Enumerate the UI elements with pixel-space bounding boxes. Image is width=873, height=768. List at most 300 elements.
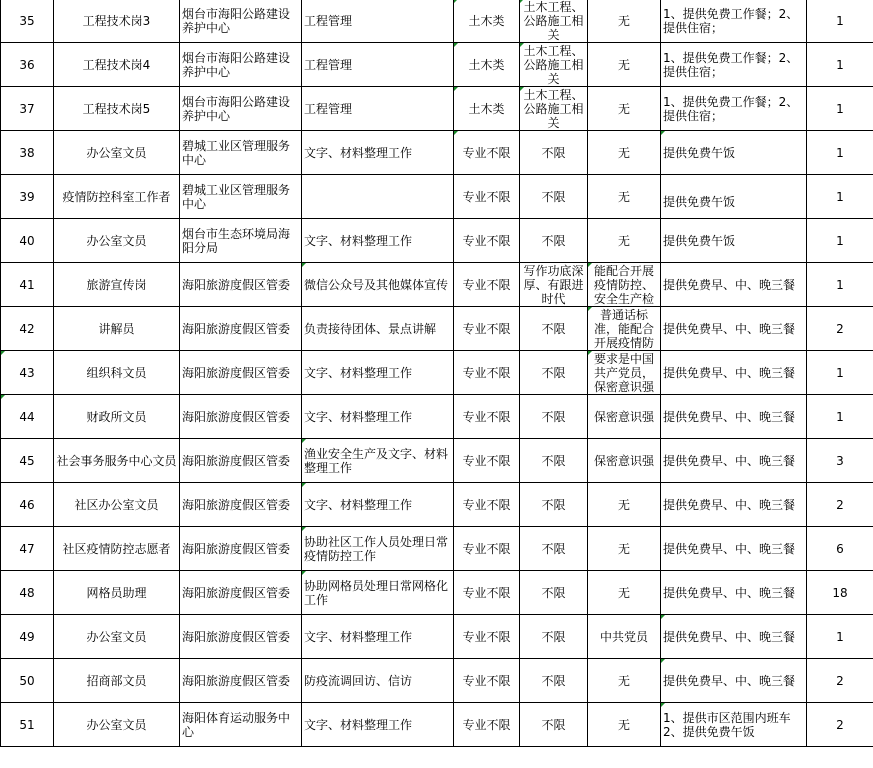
headcount-cell xyxy=(807,307,873,351)
major-requirement-cell xyxy=(454,263,520,307)
employer-unit-cell xyxy=(180,483,302,527)
row-number-cell xyxy=(1,395,54,439)
experience-requirement-cell xyxy=(520,43,588,87)
benefits-cell xyxy=(661,615,807,659)
employer-unit-cell-text: 烟台市海阳公路建设养护中心 xyxy=(182,6,291,35)
major-requirement-cell-text: 专业不限 xyxy=(462,629,511,644)
table-row xyxy=(1,43,873,87)
employer-unit-cell-text: 烟台市海阳公路建设养护中心 xyxy=(182,50,291,79)
other-requirement-cell xyxy=(588,131,661,175)
employer-unit-cell-text: 海阳旅游度假区管委 xyxy=(182,321,291,336)
row-number-cell xyxy=(1,351,54,395)
headcount-cell-text: 2 xyxy=(836,673,844,688)
position-name-cell xyxy=(54,87,180,131)
experience-requirement-cell-text: 不限 xyxy=(541,717,566,732)
employer-unit-cell-text: 烟台市生态环境局海阳分局 xyxy=(182,226,291,255)
row-number-cell-text: 36 xyxy=(19,57,35,72)
job-duty-cell-text: 负责接待团体、景点讲解 xyxy=(304,321,437,336)
row-number-cell xyxy=(1,439,54,483)
major-requirement-cell xyxy=(454,175,520,219)
job-duty-cell-text: 工程管理 xyxy=(304,13,353,28)
position-name-cell xyxy=(54,615,180,659)
major-requirement-cell-text: 专业不限 xyxy=(462,189,511,204)
job-duty-cell xyxy=(302,483,454,527)
employer-unit-cell xyxy=(180,219,302,263)
benefits-cell xyxy=(661,527,807,571)
benefits-cell xyxy=(661,87,807,131)
other-requirement-cell-text: 无 xyxy=(617,101,630,116)
employer-unit-cell-text: 海阳旅游度假区管委 xyxy=(182,365,291,380)
table-row xyxy=(1,439,873,483)
major-requirement-cell xyxy=(454,307,520,351)
benefits-cell xyxy=(661,263,807,307)
table-row xyxy=(1,659,873,703)
position-name-cell-text: 网格员助理 xyxy=(86,585,147,600)
job-duty-cell-text: 文字、材料整理工作 xyxy=(304,717,413,732)
headcount-cell xyxy=(807,483,873,527)
employer-unit-cell-text: 海阳旅游度假区管委 xyxy=(182,541,291,556)
table-row xyxy=(1,263,873,307)
row-number-cell xyxy=(1,307,54,351)
experience-requirement-cell-text: 写作功底深厚、有跟进时代 xyxy=(523,263,584,306)
benefits-cell-text: 1、提供免费工作餐；2、提供住宿； xyxy=(663,6,799,35)
row-number-cell-text: 46 xyxy=(19,497,35,512)
headcount-cell-text: 2 xyxy=(836,321,844,336)
major-requirement-cell-text: 专业不限 xyxy=(462,145,511,160)
job-duty-cell-text: 工程管理 xyxy=(304,101,353,116)
row-number-cell-text: 42 xyxy=(19,321,35,336)
experience-requirement-cell xyxy=(520,219,588,263)
other-requirement-cell xyxy=(588,219,661,263)
major-requirement-cell-text: 专业不限 xyxy=(462,409,511,424)
other-requirement-cell xyxy=(588,87,661,131)
job-duty-cell-text: 协助网格员处理日常网格化工作 xyxy=(304,578,449,607)
other-requirement-cell xyxy=(588,351,661,395)
row-number-cell xyxy=(1,703,54,747)
position-name-cell xyxy=(54,219,180,263)
experience-requirement-cell-text: 不限 xyxy=(541,629,566,644)
row-number-cell xyxy=(1,0,54,43)
job-duty-cell-text: 文字、材料整理工作 xyxy=(304,233,413,248)
benefits-cell xyxy=(661,395,807,439)
other-requirement-cell xyxy=(588,483,661,527)
major-requirement-cell xyxy=(454,483,520,527)
row-number-cell xyxy=(1,219,54,263)
other-requirement-cell-text: 无 xyxy=(617,57,630,72)
employer-unit-cell xyxy=(180,395,302,439)
other-requirement-cell xyxy=(588,307,661,351)
position-name-cell xyxy=(54,263,180,307)
employer-unit-cell-text: 碧城工业区管理服务中心 xyxy=(182,182,291,211)
benefits-cell-text: 提供免费早、中、晚三餐 xyxy=(663,497,796,512)
job-duty-cell xyxy=(302,615,454,659)
other-requirement-cell-text: 无 xyxy=(617,145,630,160)
major-requirement-cell-text: 土木类 xyxy=(468,101,505,116)
job-duty-cell-text: 协助社区工作人员处理日常疫情防控工作 xyxy=(304,534,449,563)
experience-requirement-cell-text: 不限 xyxy=(541,497,566,512)
experience-requirement-cell xyxy=(520,0,588,43)
experience-requirement-cell-text: 土木工程、公路施工相关 xyxy=(523,0,584,42)
major-requirement-cell xyxy=(454,395,520,439)
headcount-cell-text: 1 xyxy=(836,629,844,644)
job-duty-cell-text: 文字、材料整理工作 xyxy=(304,145,413,160)
row-number-cell xyxy=(1,571,54,615)
major-requirement-cell xyxy=(454,703,520,747)
job-duty-cell-text: 渔业安全生产及文字、材料整理工作 xyxy=(304,446,449,475)
row-number-cell-text: 44 xyxy=(19,409,35,424)
position-name-cell xyxy=(54,527,180,571)
employer-unit-cell-text: 海阳旅游度假区管委 xyxy=(182,277,291,292)
job-duty-cell xyxy=(302,219,454,263)
job-duty-cell xyxy=(302,87,454,131)
major-requirement-cell-text: 专业不限 xyxy=(462,233,511,248)
position-name-cell-text: 工程技术岗4 xyxy=(82,57,151,72)
experience-requirement-cell-text: 土木工程、公路施工相关 xyxy=(523,87,584,130)
headcount-cell-text: 1 xyxy=(836,13,844,28)
benefits-cell xyxy=(661,659,807,703)
other-requirement-cell-text: 无 xyxy=(617,541,630,556)
benefits-cell-text: 提供免费午饭 xyxy=(663,233,736,248)
major-requirement-cell-text: 专业不限 xyxy=(462,497,511,512)
position-name-cell-text: 讲解员 xyxy=(98,321,135,336)
benefits-cell-text: 提供免费午饭 xyxy=(663,194,736,209)
table-row xyxy=(1,571,873,615)
experience-requirement-cell-text: 不限 xyxy=(541,189,566,204)
employer-unit-cell xyxy=(180,0,302,43)
row-number-cell-text: 38 xyxy=(19,145,35,160)
major-requirement-cell xyxy=(454,0,520,43)
position-name-cell-text: 组织科文员 xyxy=(86,365,147,380)
employer-unit-cell-text: 海阳体育运动服务中心 xyxy=(182,710,291,739)
experience-requirement-cell xyxy=(520,703,588,747)
major-requirement-cell-text: 专业不限 xyxy=(462,717,511,732)
major-requirement-cell-text: 专业不限 xyxy=(462,673,511,688)
benefits-cell-text: 提供免费午饭 xyxy=(663,145,736,160)
benefits-cell xyxy=(661,175,807,219)
table-row xyxy=(1,527,873,571)
job-duty-cell xyxy=(302,263,454,307)
other-requirement-cell xyxy=(588,703,661,747)
benefits-cell-text: 提供免费早、中、晚三餐 xyxy=(663,453,796,468)
major-requirement-cell xyxy=(454,87,520,131)
benefits-cell-text: 提供免费早、中、晚三餐 xyxy=(663,277,796,292)
employer-unit-cell xyxy=(180,263,302,307)
table-row xyxy=(1,219,873,263)
position-name-cell-text: 办公室文员 xyxy=(86,233,147,248)
employer-unit-cell xyxy=(180,615,302,659)
headcount-cell-text: 6 xyxy=(836,541,844,556)
headcount-cell xyxy=(807,131,873,175)
row-number-cell-text: 45 xyxy=(19,453,35,468)
table-row xyxy=(1,307,873,351)
position-name-cell xyxy=(54,439,180,483)
position-name-cell xyxy=(54,703,180,747)
table-row xyxy=(1,351,873,395)
row-number-cell-text: 37 xyxy=(19,101,35,116)
position-name-cell xyxy=(54,131,180,175)
employer-unit-cell xyxy=(180,527,302,571)
row-number-cell-text: 50 xyxy=(19,673,35,688)
experience-requirement-cell-text: 不限 xyxy=(541,409,566,424)
position-name-cell-text: 工程技术岗3 xyxy=(82,13,151,28)
table-row xyxy=(1,703,873,747)
experience-requirement-cell xyxy=(520,131,588,175)
benefits-cell-text: 提供免费早、中、晚三餐 xyxy=(663,321,796,336)
headcount-cell-text: 1 xyxy=(836,409,844,424)
other-requirement-cell-text: 普通话标准，能配合开展疫情防 xyxy=(593,307,654,350)
job-duty-cell-text: 微信公众号及其他媒体宣传 xyxy=(304,277,449,292)
employer-unit-cell xyxy=(180,571,302,615)
employer-unit-cell-text: 海阳旅游度假区管委 xyxy=(182,673,291,688)
experience-requirement-cell-text: 不限 xyxy=(541,145,566,160)
major-requirement-cell xyxy=(454,571,520,615)
headcount-cell-text: 1 xyxy=(836,189,844,204)
position-name-cell-text: 工程技术岗5 xyxy=(82,101,151,116)
other-requirement-cell xyxy=(588,263,661,307)
row-number-cell-text: 43 xyxy=(19,365,35,380)
other-requirement-cell xyxy=(588,43,661,87)
benefits-cell xyxy=(661,131,807,175)
major-requirement-cell xyxy=(454,659,520,703)
benefits-cell xyxy=(661,703,807,747)
position-name-cell xyxy=(54,571,180,615)
position-name-cell xyxy=(54,659,180,703)
job-duty-cell-text: 文字、材料整理工作 xyxy=(304,365,413,380)
experience-requirement-cell-text: 不限 xyxy=(541,321,566,336)
other-requirement-cell-text: 无 xyxy=(617,13,630,28)
employer-unit-cell-text: 海阳旅游度假区管委 xyxy=(182,409,291,424)
employer-unit-cell xyxy=(180,43,302,87)
other-requirement-cell-text: 保密意识强 xyxy=(593,453,654,468)
major-requirement-cell-text: 专业不限 xyxy=(462,585,511,600)
employer-unit-cell-text: 海阳旅游度假区管委 xyxy=(182,453,291,468)
row-number-cell-text: 39 xyxy=(19,189,35,204)
employer-unit-cell xyxy=(180,175,302,219)
headcount-cell xyxy=(807,351,873,395)
job-duty-cell xyxy=(302,571,454,615)
row-number-cell xyxy=(1,527,54,571)
experience-requirement-cell xyxy=(520,175,588,219)
position-name-cell-text: 社会事务服务中心文员 xyxy=(56,453,177,468)
experience-requirement-cell xyxy=(520,571,588,615)
position-name-cell-text: 招商部文员 xyxy=(86,673,147,688)
benefits-cell xyxy=(661,43,807,87)
other-requirement-cell xyxy=(588,659,661,703)
benefits-cell-text: 提供免费早、中、晚三餐 xyxy=(663,365,796,380)
headcount-cell xyxy=(807,87,873,131)
experience-requirement-cell xyxy=(520,87,588,131)
table-body xyxy=(1,0,873,747)
other-requirement-cell xyxy=(588,615,661,659)
benefits-cell xyxy=(661,351,807,395)
employer-unit-cell xyxy=(180,351,302,395)
headcount-cell-text: 3 xyxy=(836,453,844,468)
benefits-cell-text: 提供免费早、中、晚三餐 xyxy=(663,673,796,688)
major-requirement-cell-text: 专业不限 xyxy=(462,321,511,336)
table-row xyxy=(1,131,873,175)
employer-unit-cell-text: 海阳旅游度假区管委 xyxy=(182,497,291,512)
other-requirement-cell-text: 能配合开展疫情防控、安全生产检 xyxy=(593,263,654,306)
other-requirement-cell-text: 无 xyxy=(617,497,630,512)
benefits-cell-text: 提供免费早、中、晚三餐 xyxy=(663,585,796,600)
employer-unit-cell-text: 碧城工业区管理服务中心 xyxy=(182,138,291,167)
job-duty-cell-text: 文字、材料整理工作 xyxy=(304,409,413,424)
row-number-cell xyxy=(1,131,54,175)
experience-requirement-cell xyxy=(520,307,588,351)
experience-requirement-cell xyxy=(520,439,588,483)
other-requirement-cell-text: 要求是中国共产党员，保密意识强 xyxy=(593,351,654,394)
position-name-cell xyxy=(54,43,180,87)
job-duty-cell xyxy=(302,307,454,351)
headcount-cell-text: 2 xyxy=(836,717,844,732)
job-duty-cell xyxy=(302,175,454,219)
headcount-cell xyxy=(807,175,873,219)
experience-requirement-cell-text: 不限 xyxy=(541,233,566,248)
employer-unit-cell-text: 海阳旅游度假区管委 xyxy=(182,585,291,600)
other-requirement-cell xyxy=(588,0,661,43)
job-duty-cell xyxy=(302,0,454,43)
position-name-cell-text: 办公室文员 xyxy=(86,145,147,160)
benefits-cell-text: 提供免费早、中、晚三餐 xyxy=(663,629,796,644)
other-requirement-cell-text: 无 xyxy=(617,673,630,688)
position-name-cell xyxy=(54,395,180,439)
job-duty-cell xyxy=(302,395,454,439)
row-number-cell xyxy=(1,483,54,527)
major-requirement-cell-text: 土木类 xyxy=(468,57,505,72)
headcount-cell xyxy=(807,263,873,307)
benefits-cell-text: 1、提供市区范围内班车2、提供免费午饭 xyxy=(663,710,791,739)
benefits-cell-text: 1、提供免费工作餐；2、提供住宿； xyxy=(663,50,799,79)
benefits-cell-text: 提供免费早、中、晚三餐 xyxy=(663,541,796,556)
headcount-cell-text: 1 xyxy=(836,145,844,160)
row-number-cell-text: 49 xyxy=(19,629,35,644)
benefits-cell xyxy=(661,307,807,351)
experience-requirement-cell-text: 不限 xyxy=(541,673,566,688)
other-requirement-cell-text: 无 xyxy=(617,585,630,600)
job-duty-cell xyxy=(302,527,454,571)
major-requirement-cell-text: 专业不限 xyxy=(462,277,511,292)
position-name-cell-text: 疫情防控科室工作者 xyxy=(62,189,171,204)
experience-requirement-cell-text: 不限 xyxy=(541,365,566,380)
row-number-cell xyxy=(1,87,54,131)
table-row xyxy=(1,483,873,527)
position-name-cell-text: 办公室文员 xyxy=(86,629,147,644)
headcount-cell-text: 1 xyxy=(836,277,844,292)
other-requirement-cell xyxy=(588,439,661,483)
headcount-cell xyxy=(807,615,873,659)
headcount-cell xyxy=(807,0,873,43)
major-requirement-cell-text: 土木类 xyxy=(468,13,505,28)
major-requirement-cell xyxy=(454,351,520,395)
major-requirement-cell xyxy=(454,219,520,263)
row-number-cell-text: 41 xyxy=(19,277,35,292)
job-duty-cell xyxy=(302,131,454,175)
major-requirement-cell-text: 专业不限 xyxy=(462,541,511,556)
row-number-cell-text: 47 xyxy=(19,541,35,556)
position-name-cell xyxy=(54,175,180,219)
row-number-cell-text: 51 xyxy=(19,717,35,732)
position-name-cell xyxy=(54,307,180,351)
major-requirement-cell xyxy=(454,615,520,659)
position-name-cell xyxy=(54,483,180,527)
job-duty-cell xyxy=(302,703,454,747)
experience-requirement-cell xyxy=(520,351,588,395)
headcount-cell xyxy=(807,571,873,615)
row-number-cell xyxy=(1,659,54,703)
benefits-cell xyxy=(661,219,807,263)
employer-unit-cell xyxy=(180,307,302,351)
headcount-cell-text: 1 xyxy=(836,365,844,380)
experience-requirement-cell xyxy=(520,527,588,571)
job-duty-cell-text: 文字、材料整理工作 xyxy=(304,497,413,512)
row-number-cell xyxy=(1,263,54,307)
experience-requirement-cell xyxy=(520,263,588,307)
job-duty-cell-text: 文字、材料整理工作 xyxy=(304,629,413,644)
other-requirement-cell xyxy=(588,571,661,615)
experience-requirement-cell xyxy=(520,659,588,703)
job-duty-cell-text: 工程管理 xyxy=(304,57,353,72)
position-name-cell-text: 办公室文员 xyxy=(86,717,147,732)
benefits-cell xyxy=(661,439,807,483)
job-duty-cell-text: 防疫流调回访、信访 xyxy=(304,673,413,688)
headcount-cell-text: 2 xyxy=(836,497,844,512)
employer-unit-cell-text: 海阳旅游度假区管委 xyxy=(182,629,291,644)
major-requirement-cell xyxy=(454,439,520,483)
experience-requirement-cell-text: 不限 xyxy=(541,453,566,468)
position-name-cell-text: 社区疫情防控志愿者 xyxy=(62,541,171,556)
table-row xyxy=(1,615,873,659)
headcount-cell-text: 1 xyxy=(836,233,844,248)
employer-unit-cell xyxy=(180,659,302,703)
headcount-cell xyxy=(807,659,873,703)
table-row xyxy=(1,87,873,131)
other-requirement-cell-text: 无 xyxy=(617,717,630,732)
headcount-cell-text: 18 xyxy=(832,585,848,600)
row-number-cell-text: 40 xyxy=(19,233,35,248)
benefits-cell xyxy=(661,483,807,527)
other-requirement-cell-text: 无 xyxy=(617,189,630,204)
headcount-cell xyxy=(807,395,873,439)
major-requirement-cell xyxy=(454,43,520,87)
benefits-cell-text: 1、提供免费工作餐；2、提供住宿； xyxy=(663,94,799,123)
experience-requirement-cell xyxy=(520,615,588,659)
position-name-cell xyxy=(54,351,180,395)
experience-requirement-cell xyxy=(520,483,588,527)
headcount-cell-text: 1 xyxy=(836,101,844,116)
employer-unit-cell xyxy=(180,703,302,747)
table-row xyxy=(1,175,873,219)
table-row xyxy=(1,395,873,439)
job-duty-cell xyxy=(302,43,454,87)
job-duty-cell xyxy=(302,439,454,483)
row-number-cell xyxy=(1,43,54,87)
job-duty-cell xyxy=(302,659,454,703)
position-name-cell-text: 旅游宣传岗 xyxy=(86,277,147,292)
headcount-cell xyxy=(807,703,873,747)
other-requirement-cell xyxy=(588,175,661,219)
experience-requirement-cell-text: 不限 xyxy=(541,585,566,600)
row-number-cell-text: 48 xyxy=(19,585,35,600)
benefits-cell-text: 提供免费早、中、晚三餐 xyxy=(663,409,796,424)
position-name-cell xyxy=(54,0,180,43)
major-requirement-cell xyxy=(454,527,520,571)
headcount-cell xyxy=(807,43,873,87)
other-requirement-cell-text: 中共党员 xyxy=(599,629,648,644)
major-requirement-cell-text: 专业不限 xyxy=(462,453,511,468)
major-requirement-cell xyxy=(454,131,520,175)
major-requirement-cell-text: 专业不限 xyxy=(462,365,511,380)
employer-unit-cell-text: 烟台市海阳公路建设养护中心 xyxy=(182,94,291,123)
